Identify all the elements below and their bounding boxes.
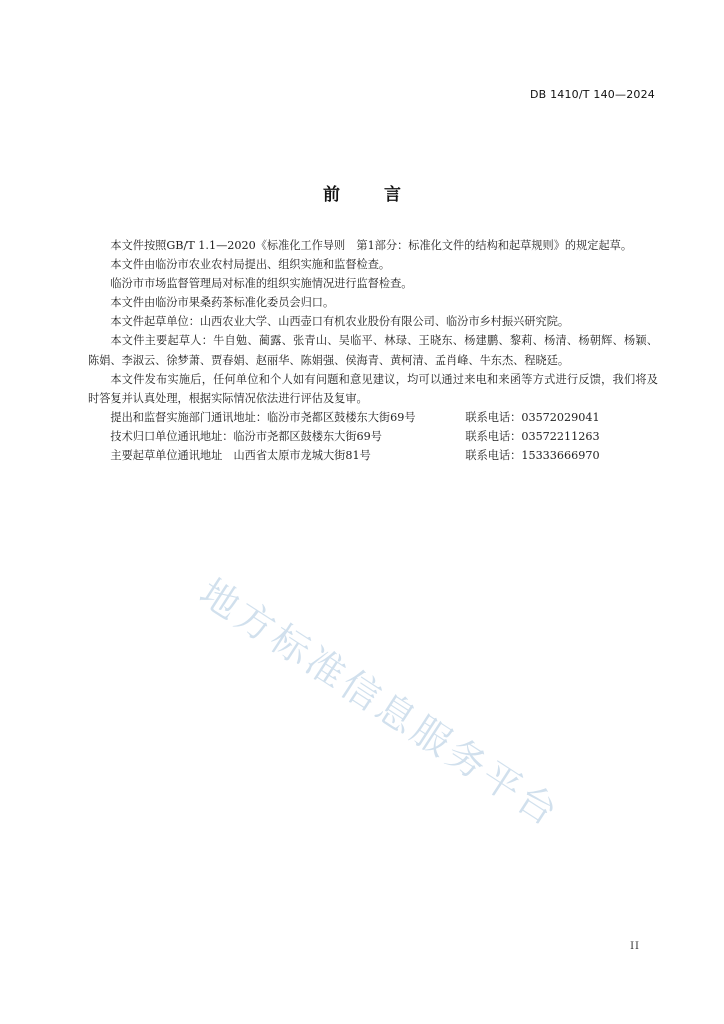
contact-phone: 联系电话：03572211263: [465, 429, 600, 443]
title-char-1: 前: [323, 185, 340, 205]
contact-address: 技术归口单位通讯地址：临汾市尧都区鼓楼东大街69号: [110, 429, 382, 443]
watermark: 地方标准信息服务平台: [191, 570, 569, 836]
foreword-body: [88, 236, 658, 465]
contact-row: [88, 408, 658, 427]
paragraph-centralized-unit: 本文件由临汾市果桑药茶标准化委员会归口。: [110, 296, 335, 310]
paragraph-drafting-basis: 本文件按照GB/T 1.1—2020《标准化工作导则 第1部分：标准化文件的结构和起草规则》的规定起草。: [110, 239, 633, 252]
contact-address: 主要起草单位通讯地址 山西省太原市龙城大街81号: [110, 449, 371, 463]
contact-phone: 联系电话：15333666970: [465, 449, 600, 463]
contact-row: [88, 446, 658, 465]
paragraph-supervision: 临汾市市场监督管理局对标准的组织实施情况进行监督检查。: [110, 277, 413, 291]
paragraph-proposer: 本文件由临汾市农业农村局提出、组织实施和监督检查。: [110, 258, 391, 272]
contact-row: [88, 427, 658, 446]
contact-phone: 联系电话：03572029041: [465, 410, 600, 424]
paragraph-feedback: 本文件发布实施后，任何单位和个人如有问题和意见建议，均可以通过来电和来函等方式进行反馈，我们将及时答复并认真处理，根据实际情况依法进行评估及复审。: [88, 372, 658, 405]
contact-address: 提出和监督实施部门通讯地址：临汾市尧都区鼓楼东大街69号: [110, 410, 416, 424]
title-char-2: 言: [384, 185, 401, 205]
paragraph-drafters: 本文件主要起草人：牛自勉、蔺露、张青山、吴临平、林琭、王晓东、杨建鹏、黎莉、杨清、杨朝辉、杨颖、陈娟、李淑云、徐梦萧、贾春娟、赵丽华、陈娟强、侯海青、黄柯清、孟肖峰、牛东杰、程晓廷。: [88, 334, 658, 367]
page-title: [0, 180, 724, 205]
document-code: DB 1410/T 140—2024: [529, 88, 655, 101]
paragraph-drafting-units: 本文件起草单位：山西农业大学、山西壶口有机农业股份有限公司、临汾市乡村振兴研究院。: [110, 315, 570, 329]
page-number: II: [630, 941, 640, 952]
